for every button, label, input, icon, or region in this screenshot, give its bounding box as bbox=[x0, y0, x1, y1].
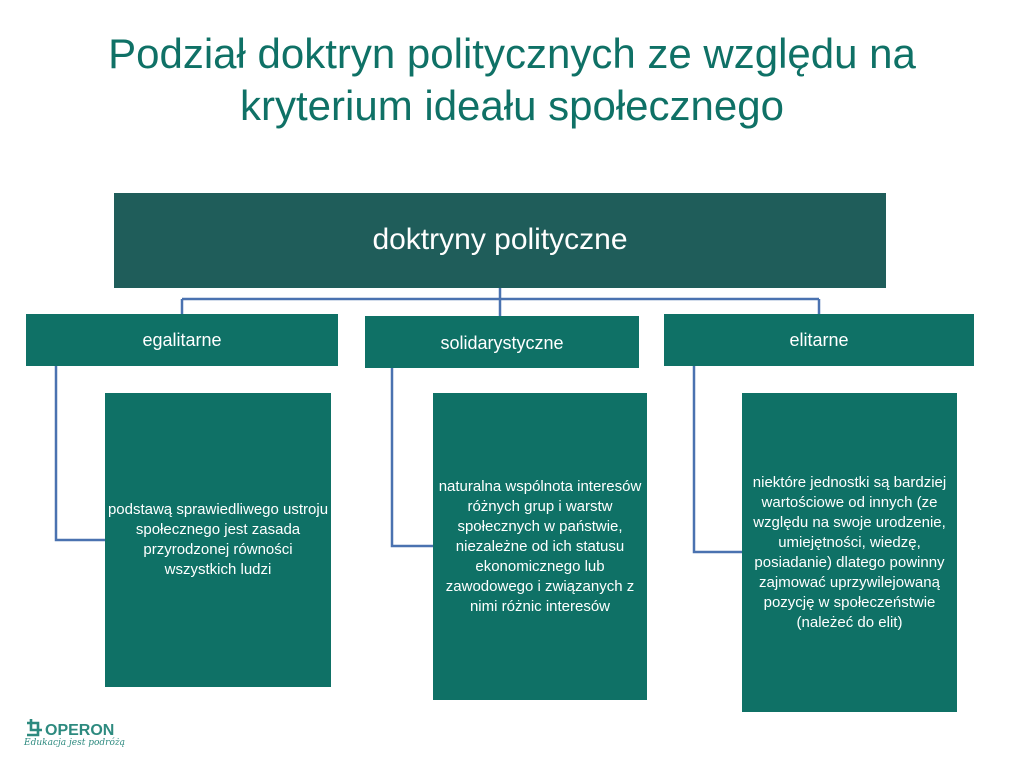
description-box-egalitarne bbox=[105, 393, 331, 687]
description-text-egalitarne: podstawą sprawiedliwego ustroju społecznego jest zasada przyrodzonej równości wszystkich ludzi bbox=[107, 501, 329, 578]
description-box-elitarne bbox=[742, 393, 957, 712]
logo-tagline: Edukacja jest podróżą bbox=[24, 738, 125, 748]
root-node-box: doktryny polityczne bbox=[114, 193, 886, 288]
description-box-solidarystyczne bbox=[433, 393, 647, 700]
logo-name-text: OPERON bbox=[45, 722, 115, 739]
elbow-elitarne bbox=[694, 366, 742, 552]
operon-logo bbox=[24, 718, 134, 752]
description-text-solidarystyczne: naturalna wspólnota interesów różnych grup i warstw społecznych w państwie, niezależne od ich statusu ekonomicznego lub zawodowego i związanych z nimi różnic interesów bbox=[438, 477, 642, 615]
slide-title: Podział doktryn politycznych ze względu na kryterium ideału społecznego bbox=[108, 30, 916, 129]
description-text-elitarne: niektóre jednostki są bardziej wartościowe od innych (ze względu na swoje urodzenie, umiejętności, wiedzę, posiadanie) dlatego powinny zajmować uprzywilejowaną pozycję w społeczeństwie (należeć do elit) bbox=[752, 473, 947, 631]
category-box-solidarystyczne: solidarystyczne bbox=[365, 316, 639, 368]
category-box-elitarne: elitarne bbox=[664, 314, 974, 366]
category-box-egalitarne: egalitarne bbox=[26, 314, 338, 366]
operon-logo-mark bbox=[24, 718, 134, 740]
elbow-solidarystyczne bbox=[392, 368, 433, 546]
elbow-egalitarne bbox=[56, 366, 105, 540]
